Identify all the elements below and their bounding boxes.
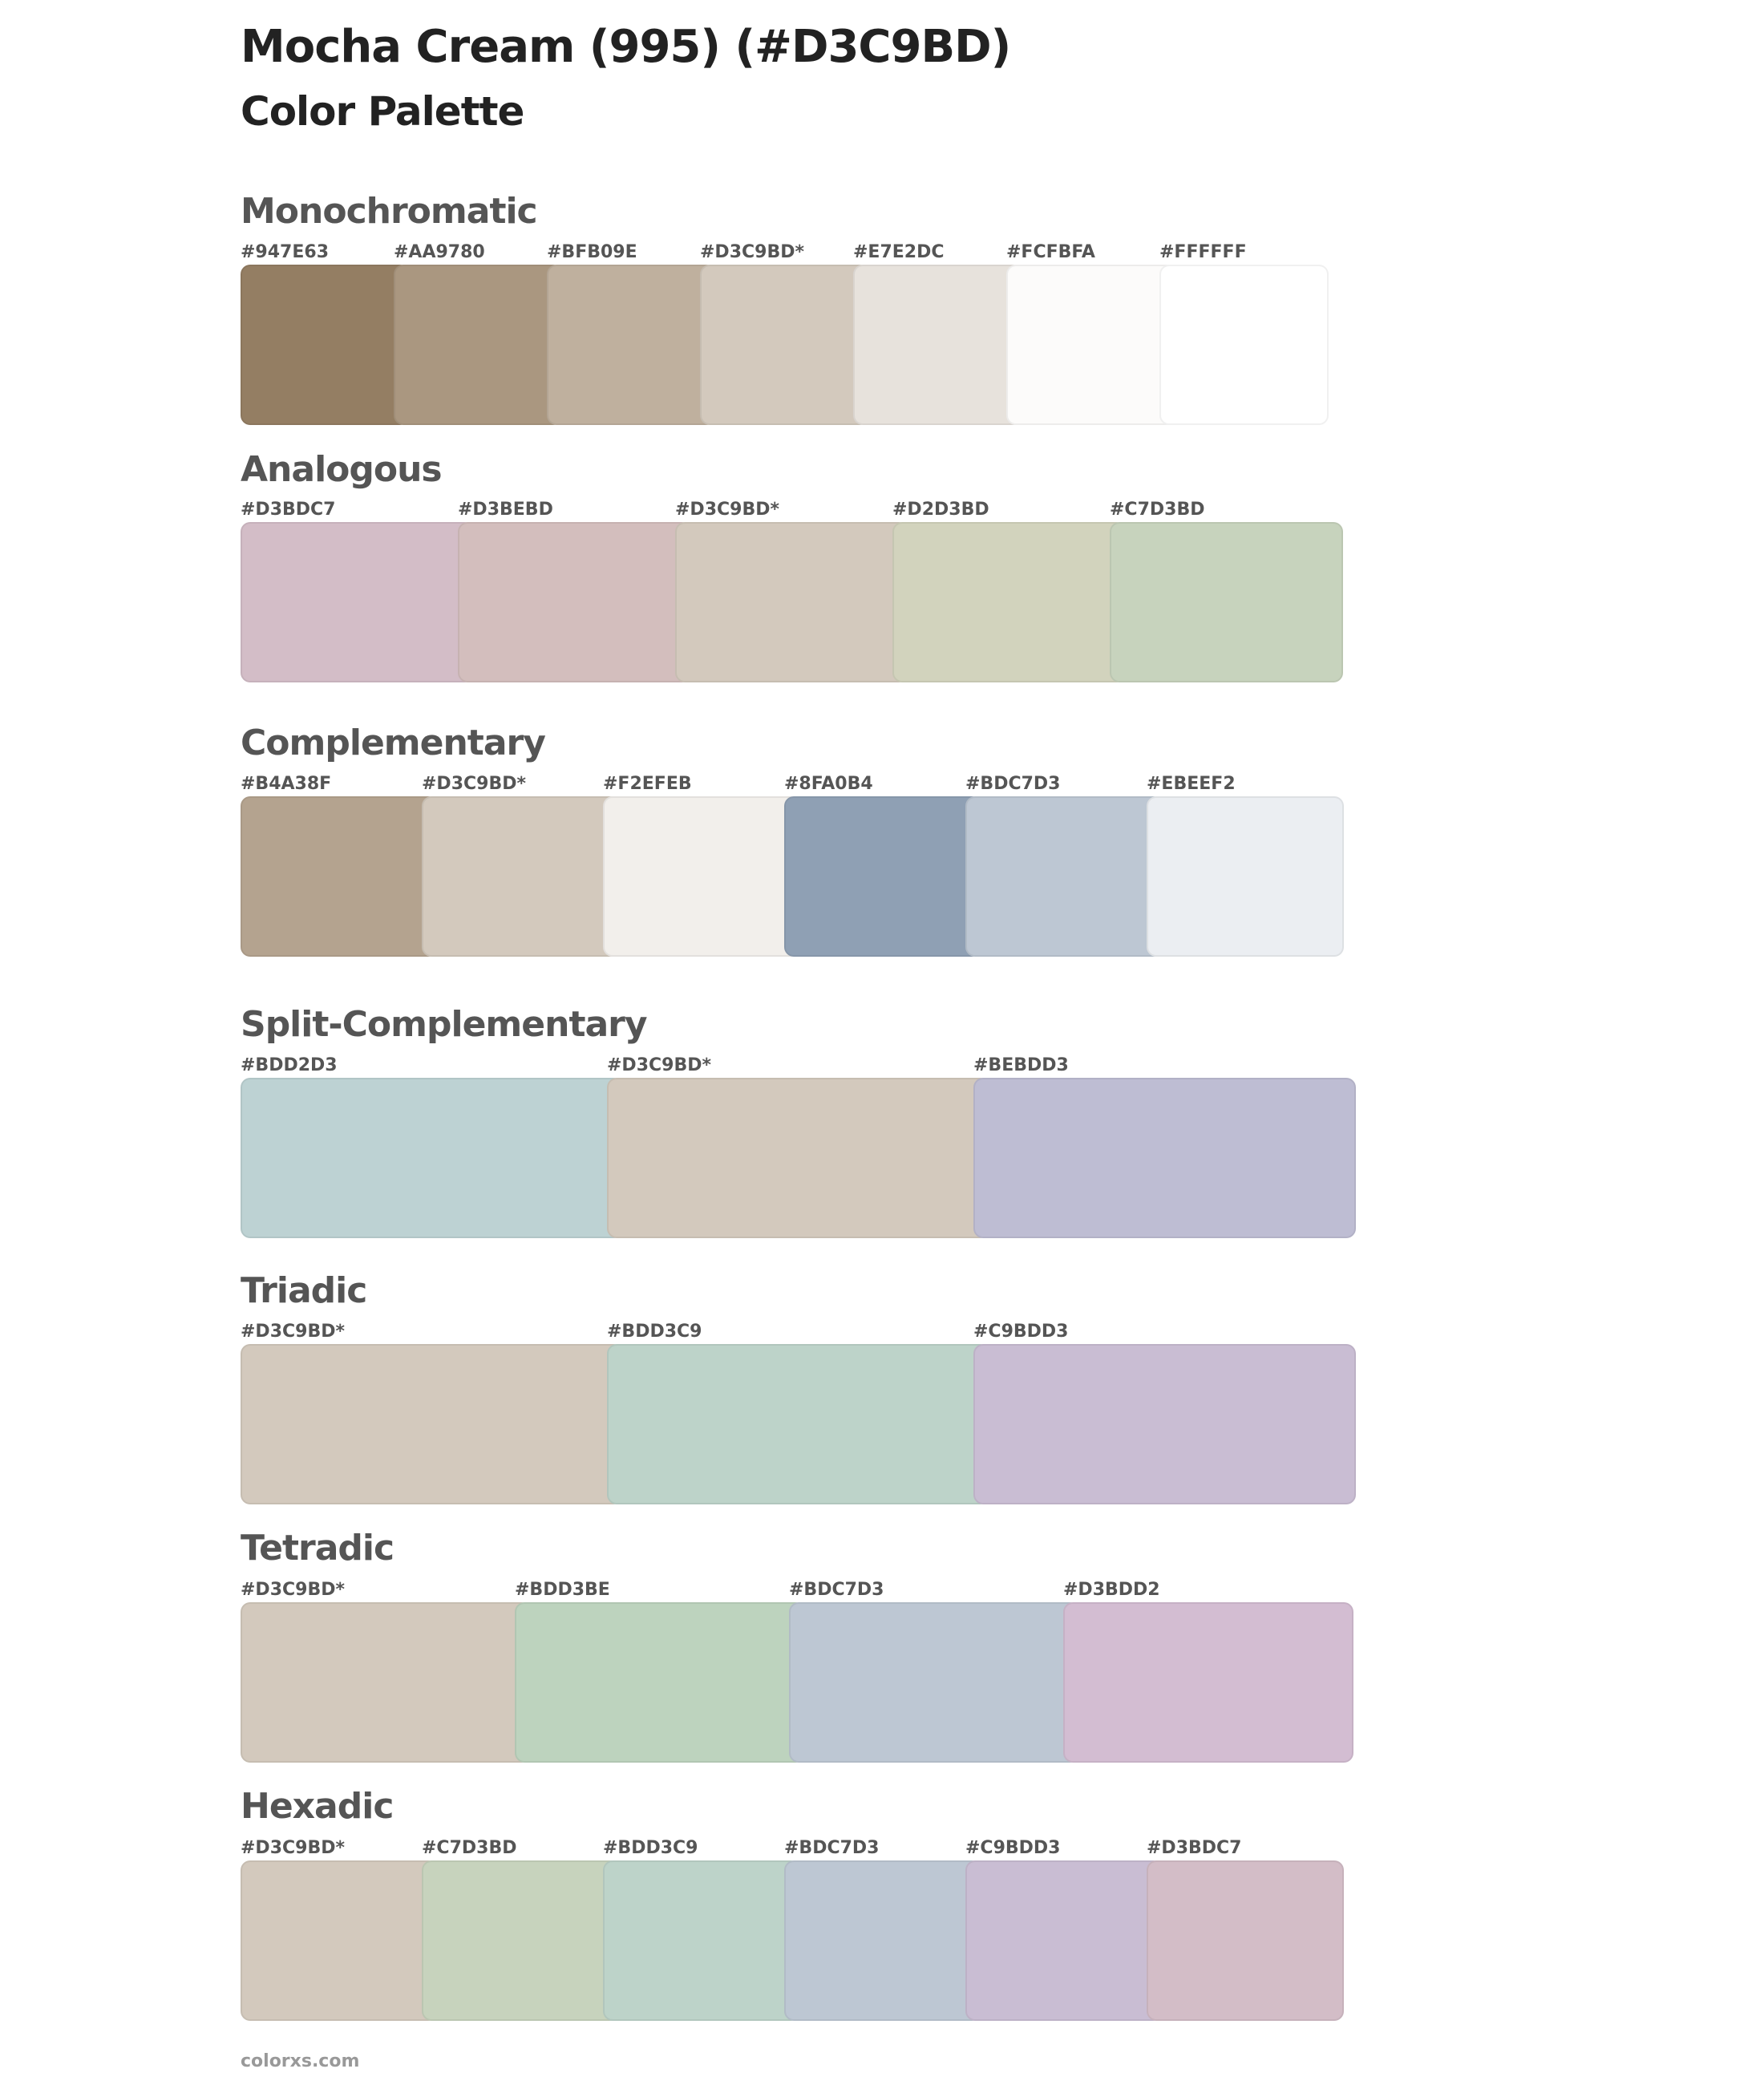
swatch-label: #C7D3BD [1110,500,1205,520]
swatch-label: #8FA0B4 [784,774,873,794]
swatch-label: #FFFFFF [1159,242,1247,262]
swatch-label: #D3BDD2 [1063,1580,1160,1600]
swatch-label: #D3C9BD* [241,1838,345,1858]
color-swatch[interactable] [603,1860,800,2021]
color-swatch[interactable] [853,265,1022,425]
color-swatch[interactable] [1063,1602,1353,1763]
swatch-label: #F2EFEB [603,774,692,794]
swatch-label: #C9BDD3 [965,1838,1061,1858]
color-swatch[interactable] [607,1344,989,1504]
section-title-hexadic: Hexadic [241,1786,394,1827]
swatch-label: #BFB09E [547,242,637,262]
color-swatch[interactable] [241,522,474,682]
page-title: Mocha Cream (995) (#D3C9BD) [241,21,1011,73]
color-swatch[interactable] [973,1078,1356,1238]
swatch-label: #AA9780 [394,242,485,262]
swatch-label: #D3BDC7 [1147,1838,1242,1858]
swatch-label: #BDC7D3 [784,1838,880,1858]
swatch-label: #BDD3C9 [607,1322,702,1342]
swatch-label: #EBEEF2 [1147,774,1236,794]
color-swatch[interactable] [789,1602,1079,1763]
swatch-label: #D3C9BD* [700,242,804,262]
color-swatch[interactable] [1006,265,1175,425]
section-title-triadic: Triadic [241,1270,367,1311]
color-swatch[interactable] [241,1602,531,1763]
color-swatch[interactable] [422,796,619,957]
swatch-label: #D3BEBD [458,500,553,520]
color-swatch[interactable] [422,1860,619,2021]
section-title-analogous: Analogous [241,449,442,490]
color-swatch[interactable] [675,522,908,682]
swatch-label: #FCFBFA [1006,242,1095,262]
swatch-label: #C9BDD3 [973,1322,1069,1342]
color-swatch[interactable] [394,265,563,425]
section-title-monochromatic: Monochromatic [241,191,537,232]
color-swatch[interactable] [1159,265,1329,425]
swatch-label: #947E63 [241,242,329,262]
color-swatch[interactable] [241,1344,623,1504]
color-swatch[interactable] [892,522,1126,682]
page-subtitle: Color Palette [241,88,524,135]
swatch-label: #BDC7D3 [789,1580,884,1600]
color-swatch[interactable] [1147,1860,1344,2021]
section-title-complementary: Complementary [241,723,545,763]
color-swatch[interactable] [784,1860,981,2021]
swatch-label: #BEBDD3 [973,1055,1069,1075]
swatch-label: #D3C9BD* [422,774,526,794]
swatch-label: #BDD2D3 [241,1055,338,1075]
swatch-label: #BDC7D3 [965,774,1061,794]
section-title-split-complementary: Split-Complementary [241,1004,647,1045]
color-swatch[interactable] [547,265,716,425]
color-swatch[interactable] [1110,522,1343,682]
swatch-label: #D3C9BD* [607,1055,711,1075]
color-swatch[interactable] [241,1078,623,1238]
swatch-label: #D3C9BD* [241,1322,345,1342]
swatch-label: #D3BDC7 [241,500,336,520]
swatch-label: #E7E2DC [853,242,945,262]
color-swatch[interactable] [1147,796,1344,957]
section-title-tetradic: Tetradic [241,1528,394,1569]
swatch-label: #BDD3C9 [603,1838,698,1858]
swatch-label: #D3C9BD* [241,1580,345,1600]
color-swatch[interactable] [241,796,438,957]
site-credit: colorxs.com [241,2051,360,2071]
swatch-label: #B4A38F [241,774,332,794]
color-swatch[interactable] [458,522,691,682]
color-swatch[interactable] [965,1860,1163,2021]
color-swatch[interactable] [973,1344,1356,1504]
color-swatch[interactable] [784,796,981,957]
swatch-label: #D2D3BD [892,500,989,520]
color-swatch[interactable] [607,1078,989,1238]
swatch-label: #BDD3BE [515,1580,610,1600]
color-swatch[interactable] [965,796,1163,957]
swatch-label: #C7D3BD [422,1838,517,1858]
color-swatch[interactable] [515,1602,805,1763]
color-swatch[interactable] [241,265,410,425]
color-swatch[interactable] [241,1860,438,2021]
color-swatch[interactable] [603,796,800,957]
color-swatch[interactable] [700,265,869,425]
swatch-label: #D3C9BD* [675,500,779,520]
